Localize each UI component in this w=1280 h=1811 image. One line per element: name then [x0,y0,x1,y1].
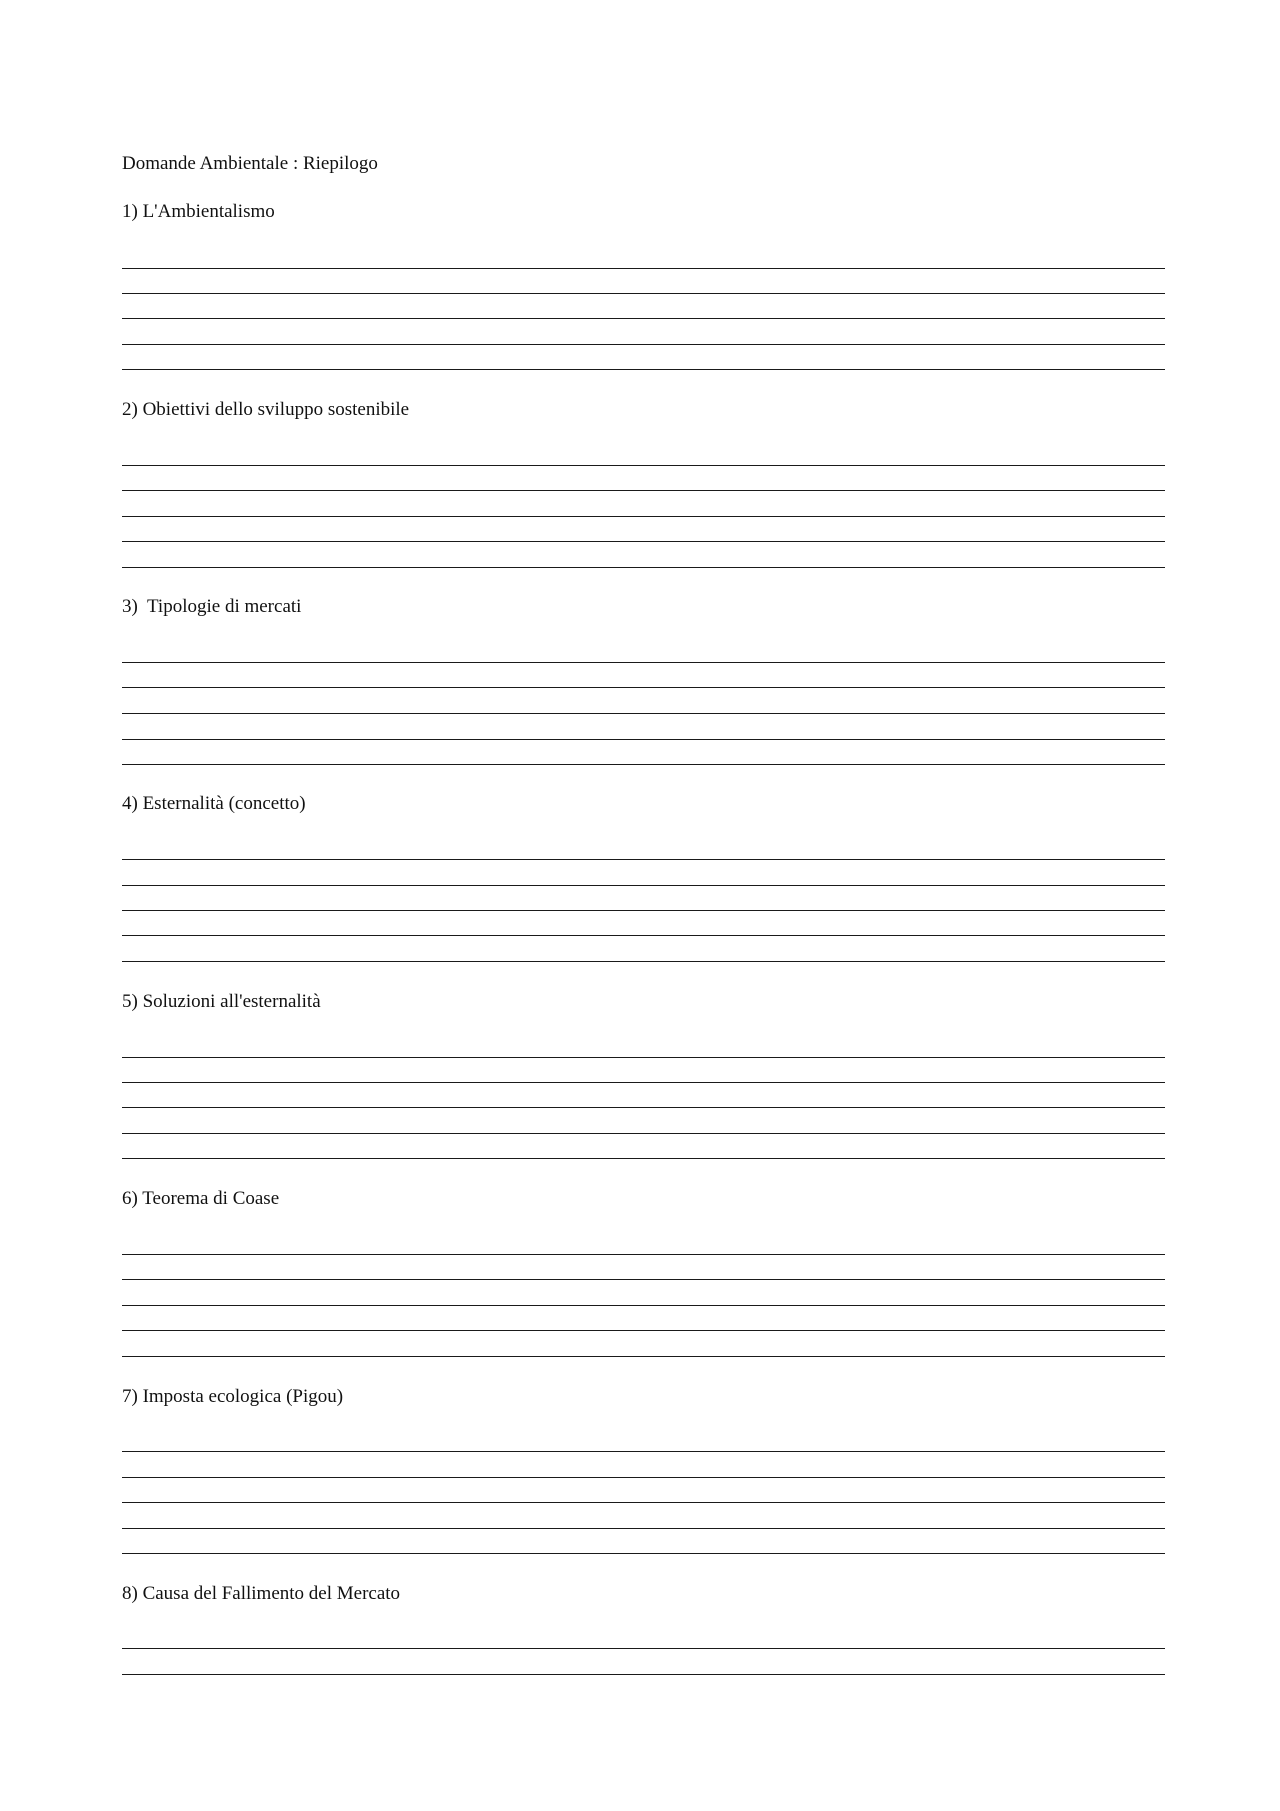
answer-line[interactable] [122,859,1165,860]
answer-line[interactable] [122,369,1165,370]
answer-line[interactable] [122,764,1165,765]
answer-line[interactable] [122,662,1165,663]
answer-line[interactable] [122,1477,1165,1478]
answer-line[interactable] [122,1648,1165,1649]
answer-line[interactable] [122,739,1165,740]
answer-line[interactable] [122,344,1165,345]
question-8-heading: 8) Causa del Fallimento del Mercato [122,1583,401,1604]
answer-line[interactable] [122,1158,1165,1159]
answer-line[interactable] [122,1674,1165,1675]
answer-line[interactable] [122,293,1165,294]
answer-line[interactable] [122,1553,1165,1554]
answer-line[interactable] [122,1082,1165,1083]
answer-line[interactable] [122,1356,1165,1357]
answer-line[interactable] [122,516,1165,517]
question-5-heading: 5) Soluzioni all'esternalità [122,991,321,1012]
answer-line[interactable] [122,1305,1165,1306]
answer-line[interactable] [122,935,1165,936]
answer-line[interactable] [122,687,1165,688]
answer-line[interactable] [122,490,1165,491]
answer-line[interactable] [122,1528,1165,1529]
answer-line[interactable] [122,910,1165,911]
answer-line[interactable] [122,961,1165,962]
answer-line[interactable] [122,1107,1165,1108]
answer-line[interactable] [122,318,1165,319]
answer-line[interactable] [122,1451,1165,1452]
answer-line[interactable] [122,1330,1165,1331]
question-4-heading: 4) Esternalità (concetto) [122,793,306,814]
question-2-heading: 2) Obiettivi dello sviluppo sostenibile [122,399,410,420]
answer-line[interactable] [122,541,1165,542]
answer-line[interactable] [122,713,1165,714]
answer-line[interactable] [122,567,1165,568]
answer-line[interactable] [122,268,1165,269]
question-3-heading: 3) Tipologie di mercati [122,596,302,617]
answer-line[interactable] [122,1502,1165,1503]
answer-line[interactable] [122,1254,1165,1255]
question-6-heading: 6) Teorema di Coase [122,1188,280,1209]
answer-line[interactable] [122,1133,1165,1134]
answer-line[interactable] [122,885,1165,886]
answer-line[interactable] [122,1057,1165,1058]
answer-line[interactable] [122,465,1165,466]
document-title: Domande Ambientale : Riepilogo [122,153,378,174]
question-1-heading: 1) L'Ambientalismo [122,201,275,222]
answer-line[interactable] [122,1279,1165,1280]
question-7-heading: 7) Imposta ecologica (Pigou) [122,1386,344,1407]
